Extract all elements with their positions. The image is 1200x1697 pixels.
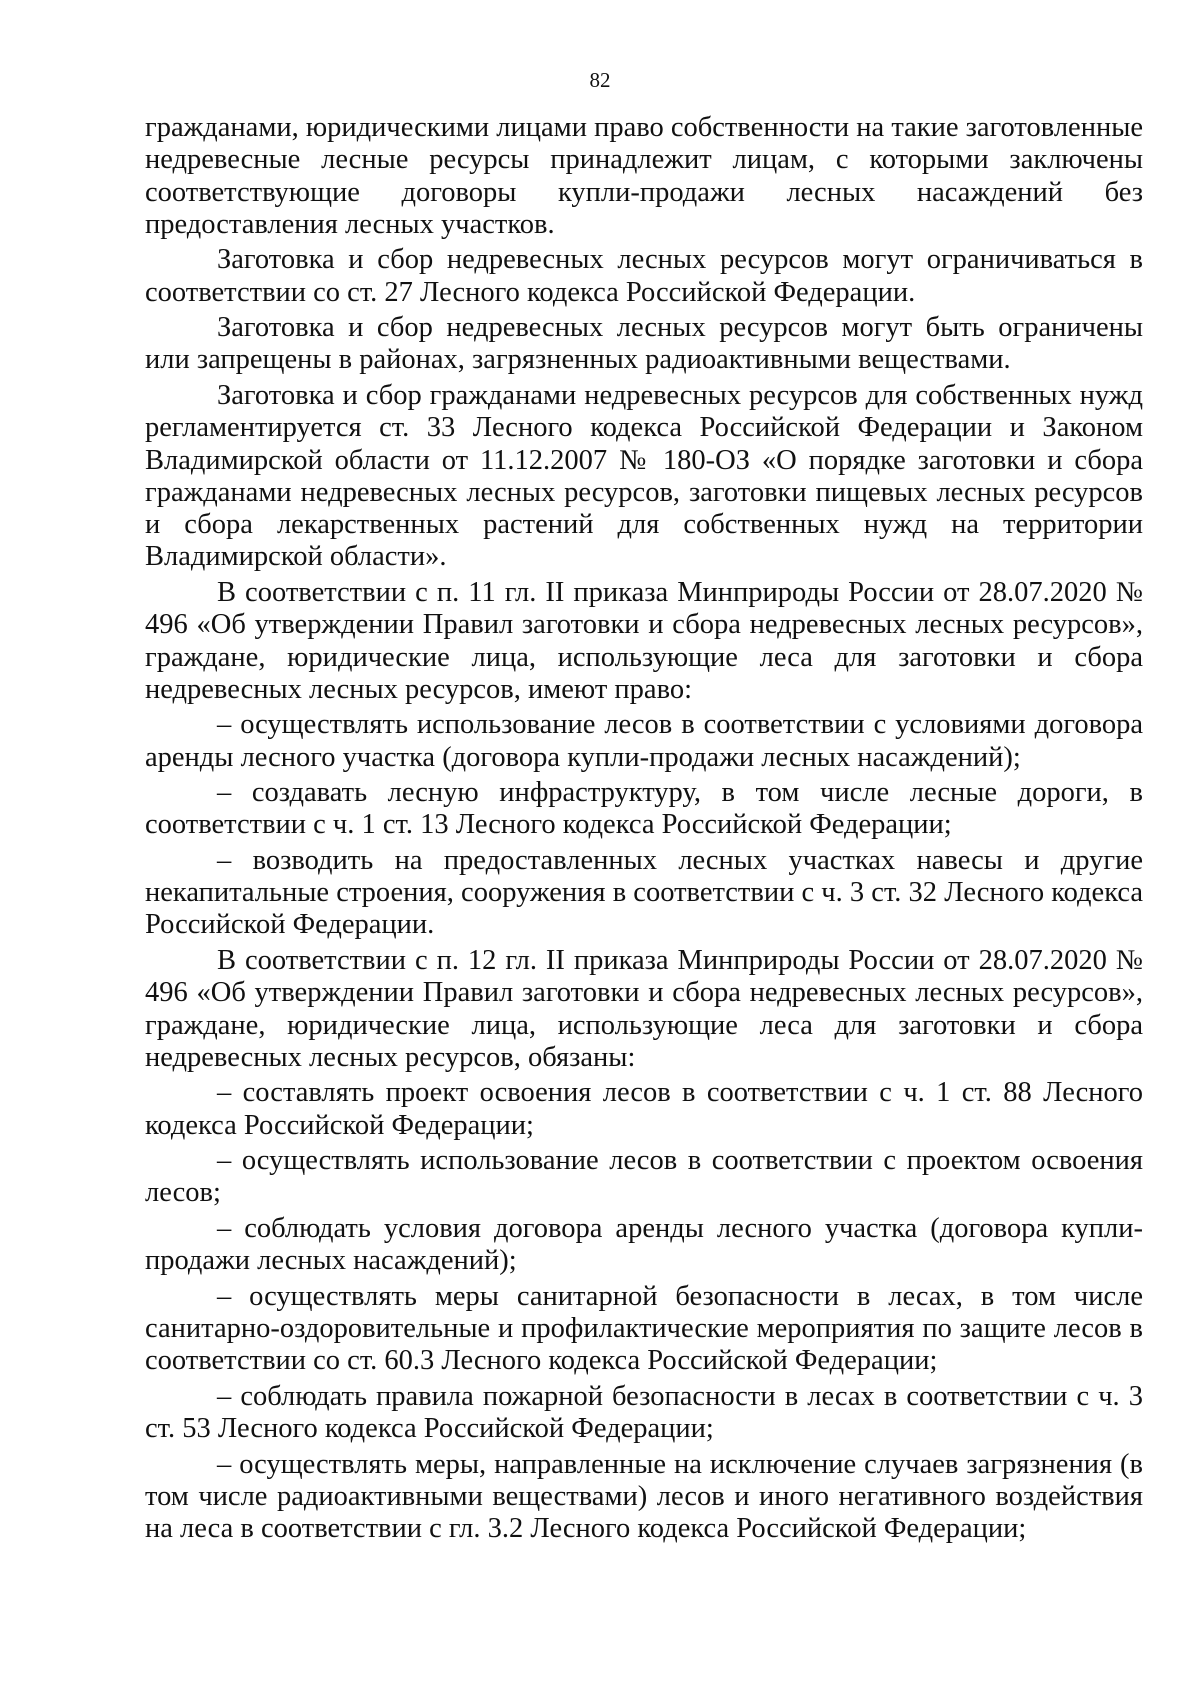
document-body [145,112,1143,1549]
list-item: – соблюдать условия договора аренды лесного участка (договора купли-продажи лесных насаждений); [145,1212,1143,1277]
list-item: – осуществлять использование лесов в соответствии с проектом освоения лесов; [145,1145,1143,1209]
list-item: – осуществлять меры, направленные на исключение случаев загрязнения (в том числе радиоактивными веществами) лесов и иного негативного воздействия на леса в соответствии с гл. 3.2 Лесного кодекса Российской Федерации; [145,1448,1143,1545]
list-item: – соблюдать правила пожарной безопасности в лесах в соответствии с ч. 3 ст. 53 Лесного кодекса Российской Федерации; [145,1380,1143,1445]
paragraph: Заготовка и сбор недревесных лесных ресурсов могут быть ограничены или запрещены в районах, загрязненных радиоактивными веществами. [145,312,1143,376]
list-item: – составлять проект освоения лесов в соответствии с ч. 1 ст. 88 Лесного кодекса Российской Федерации; [145,1077,1143,1141]
page-number: 82 [589,68,611,92]
list-item: – создавать лесную инфраструктуру, в том числе лесные дороги, в соответствии с ч. 1 ст. 13 Лесного кодекса Российской Федерации; [145,777,1143,841]
list-item: – осуществлять использование лесов в соответствии с условиями договора аренды лесного участка (договора купли-продажи лесных насаждений); [145,709,1143,773]
paragraph: В соответствии с п. 12 гл. II приказа Минприроды России от 28.07.2020 № 496 «Об утверждении Правил заготовки и сбора недревесных лесных ресурсов», граждане, юридические лица, использующие леса для заготовки и сбора недревесных лесных ресурсов, обязаны: [145,944,1143,1073]
paragraph: В соответствии с п. 11 гл. II приказа Минприроды России от 28.07.2020 № 496 «Об утверждении Правил заготовки и сбора недревесных лесных ресурсов», граждане, юридические лица, использующие леса для заготовки и сбора недревесных лесных ресурсов, имеют право: [145,576,1143,705]
list-item: – осуществлять меры санитарной безопасности в лесах, в том числе санитарно-оздоровительные и профилактические мероприятия по защите лесов в соответствии со ст. 60.3 Лесного кодекса Российской Федерации; [145,1280,1143,1377]
paragraph: Заготовка и сбор недревесных лесных ресурсов могут ограничиваться в соответствии со ст. 27 Лесного кодекса Российской Федерации. [145,244,1143,308]
paragraph-continuation: гражданами, юридическими лицами право собственности на такие заготовленные недревесные лесные ресурсы принадлежит лицам, с которыми заключены соответствующие договоры купли-продажи лесных насаждений без предоставления лесных участков. [145,112,1143,240]
paragraph: Заготовка и сбор гражданами недревесных ресурсов для собственных нужд регламентируется ст. 33 Лесного кодекса Российской Федерации и Законом Владимирской области от 11.12.2007 № 180-ОЗ «О порядке заготовки и сбора гражданами недревесных лесных ресурсов, заготовки пищевых лесных ресурсов и сбора лекарственных растений для собственных нужд на территории Владимирской области». [145,379,1143,573]
list-item: – возводить на предоставленных лесных участках навесы и другие некапитальные строения, сооружения в соответствии с ч. 3 ст. 32 Лесного кодекса Российской Федерации. [145,844,1143,941]
